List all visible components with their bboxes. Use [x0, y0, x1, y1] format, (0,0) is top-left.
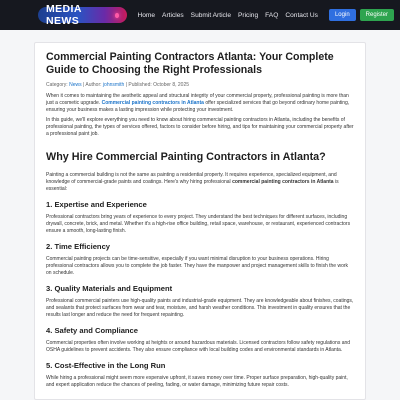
intro-text-a: When it comes to maintaining the aesthetic appeal and structural integrity of your commercial property, professional painting is more than just a cosmetic upgrade. [46, 93, 349, 106]
nav-link-submit-article[interactable]: Submit Article [190, 11, 231, 19]
author-label: | Author: [82, 82, 102, 88]
intro-text-b: offer specialized services that go beyond ordinary home painting, ensuring your business makes a lasting impression while protecting your investment. [46, 100, 350, 113]
section-heading-time: 2. Time Efficiency [46, 242, 111, 251]
site-logo[interactable] [38, 3, 127, 27]
published-date: | Published: October 8, 2025 [125, 82, 190, 88]
logo-dot-icon [115, 13, 120, 18]
logo-text: MEDIA NEWS [46, 3, 82, 27]
section-text-cost: While hiring a professional might seem more expensive upfront, it saves money over time. Proper surface preparation, high-quality paint, and expert application reduce the chances of peeling, fading, or water damage, minimizing future repair costs. [46, 375, 348, 388]
article-title: Commercial Painting Contractors Atlanta: Your Complete Guide to Choosing the Right Professionals [46, 51, 334, 76]
why-text-bold: commercial painting contractors in Atlanta [232, 179, 334, 185]
section-heading-safety: 4. Safety and Compliance [46, 326, 138, 335]
intro-highlight-link[interactable]: Commercial painting contractors in Atlanta [101, 100, 204, 106]
category-link[interactable]: News [69, 82, 82, 88]
nav-link-pricing[interactable]: Pricing [237, 11, 259, 19]
why-paragraph [46, 172, 354, 193]
why-heading: Why Hire Commercial Painting Contractors in Atlanta? [46, 151, 326, 163]
top-navbar [0, 0, 400, 30]
section-text-time: Commercial painting projects can be time-sensitive, especially if you want minimal disruption to your business operations. Hiring professional contractors allows you to complete the job faster. They have the manpower and project management skills to finish the work on schedule. [46, 256, 349, 276]
intro-paragraph-2: In this guide, we'll explore everything you need to know about hiring commercial painting contractors in Atlanta, including the benefits of professional painting, the types of services offered, factors to consider before hiring, and tips for maintaining your commercial property after a professional paint job. [46, 117, 354, 137]
section-text-safety: Commercial properties often involve working at heights or around hazardous materials. Licensed contractors follow safety regulations and OSHA guidelines to prevent accidents. They also ensure compliance with local building codes and environmental standards in Atlanta. [46, 340, 351, 353]
section-text-expertise: Professional contractors bring years of experience to every project. They understand the best techniques for different surfaces, including drywall, concrete, brick, and metal. Whether it's a high-rise office building, retail space, warehouse, or restaurant, experienced contractors ensure a smooth, long-lasting finish. [46, 214, 351, 234]
nav-link-home[interactable]: Home [137, 11, 156, 19]
category-label: Category: [46, 82, 68, 88]
intro-paragraph-1 [46, 93, 354, 114]
section-heading-quality: 3. Quality Materials and Equipment [46, 284, 173, 293]
section-heading-expertise: 1. Expertise and Experience [46, 200, 147, 209]
author-link[interactable]: johnsmith [102, 82, 125, 88]
section-heading-cost: 5. Cost-Effective in the Long Run [46, 361, 166, 370]
nav-link-articles[interactable]: Articles [162, 11, 184, 19]
nav-link-contact-us[interactable]: Contact Us [285, 11, 318, 19]
nav-links [137, 12, 325, 19]
why-text-b: is essential: [46, 179, 339, 192]
article-card [34, 42, 366, 400]
article-meta [46, 82, 354, 88]
nav-link-faq[interactable]: FAQ [265, 11, 279, 19]
section-text-quality: Professional commercial painters use high-quality paints and industrial-grade equipment. They are knowledgeable about finishes, coatings, and sealants that protect surfaces from wear and tear, moisture, and harsh weather conditions. This investment in quality ensures that the results last longer and reduce the need for frequent repainting. [46, 298, 354, 318]
register-button[interactable]: Register [360, 9, 394, 21]
login-button[interactable]: Login [329, 9, 356, 21]
why-text-a: Painting a commercial building is not the same as painting a residential property. It requires experience, specialized equipment, and knowledge of commercial-grade paints and coatings. Here's why hiring professional [46, 172, 337, 185]
